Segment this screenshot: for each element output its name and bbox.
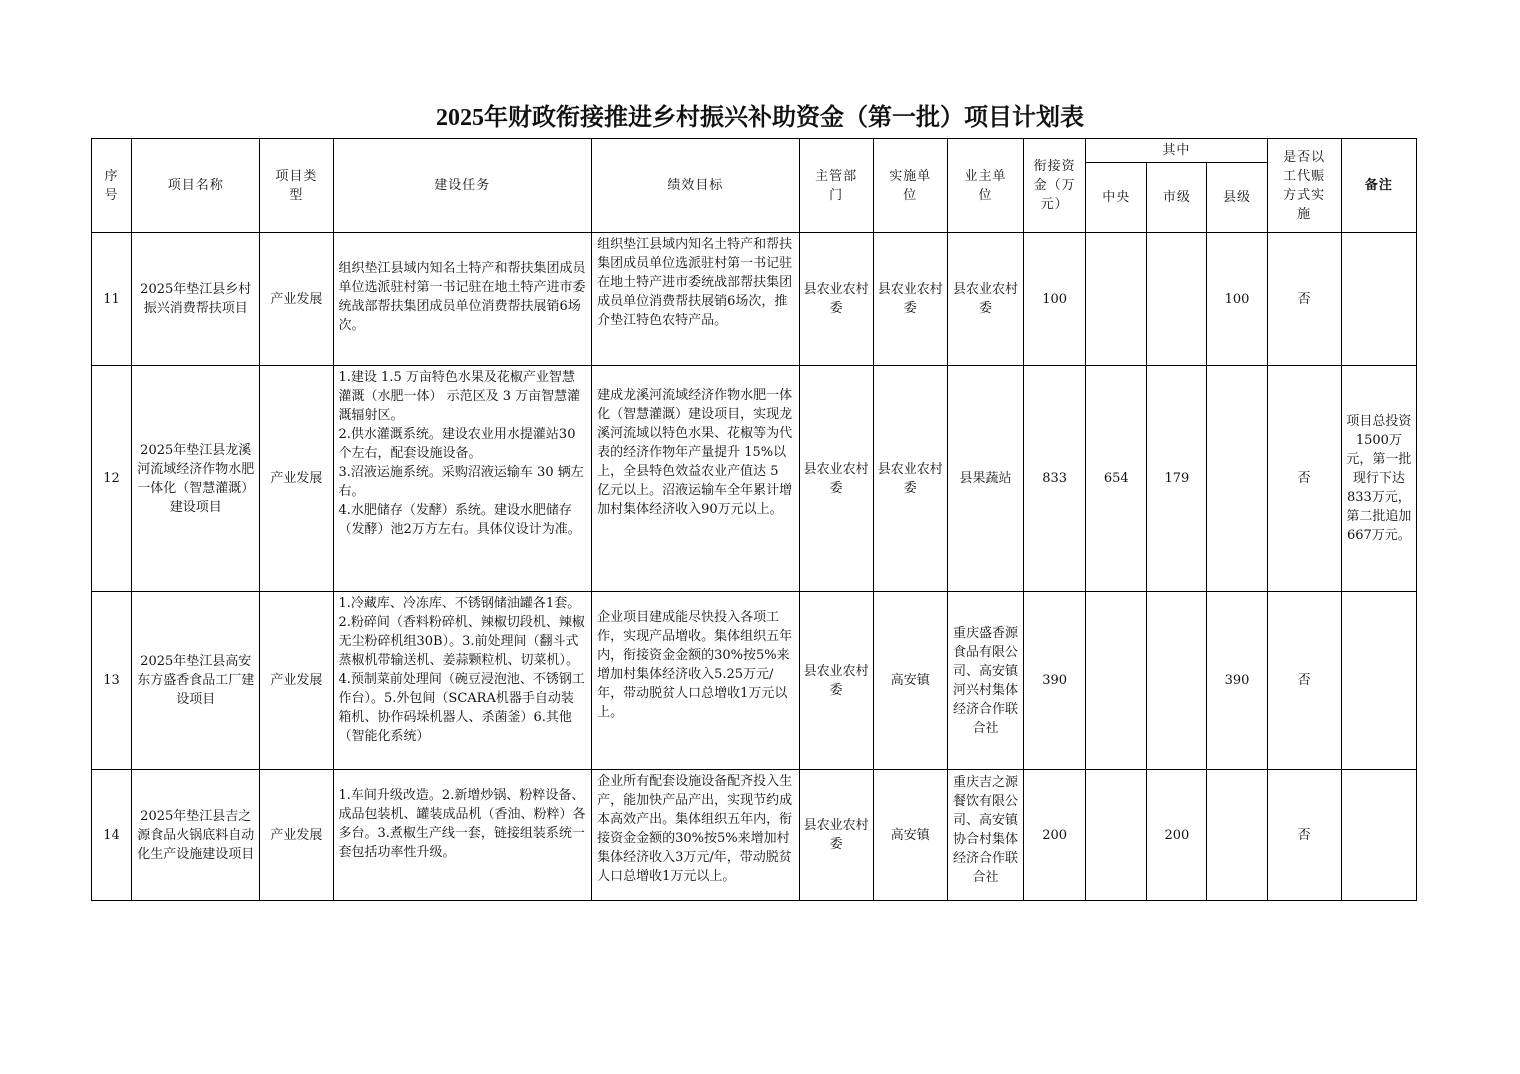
row-owner: 重庆盛香源食品有限公司、高安镇河兴村集体经济合作联合社 (952, 625, 1018, 736)
row-fund: 833 (1024, 366, 1086, 592)
row-name: 2025年垫江县吉之源食品火锅底料自动化生产设施建设项目 (137, 808, 255, 862)
row-seq: 13 (92, 592, 132, 770)
row-fund: 200 (1024, 770, 1086, 901)
row-central (1086, 233, 1147, 366)
row-task: 1.车间升级改造。2.新增炒锅、粉粹设备、成品包装机、罐装成品机（香油、粉粹）各多台。3.煮椒生产线一套，链接组装系统一套包括功率性升级。 (338, 788, 586, 860)
row-seq: 11 (92, 233, 132, 366)
row-remark: 项目总投资1500万元，第一批现行下达833万元，第二批追加667万元。 (1346, 414, 1412, 543)
header-fund: 衔接资 金（万 元） (1024, 139, 1086, 233)
row-task: 组织垫江县域内知名土特产和帮扶集团成员单位选派驻村第一书记驻在地土特产进市委统战部帮扶集团成员单位消费帮扶展销6场次。 (338, 261, 586, 333)
row-city (1147, 233, 1207, 366)
page-title: 2025年财政衔接推进乡村振兴补助资金（第一批）项目计划表 (436, 105, 1084, 131)
row-goal: 组织垫江县域内知名土特产和帮扶集团成员单位选派驻村第一书记驻在地土特产进市委统战部帮扶集团成员单位消费帮扶展销6场次，推介垫江特色农特产品。 (597, 237, 793, 328)
header-central: 中央 (1086, 163, 1147, 233)
row-city (1147, 592, 1207, 770)
header-task: 建设任务 (333, 139, 592, 233)
row-dept: 县农业农村委 (803, 282, 869, 316)
row-city: 200 (1147, 770, 1207, 901)
row-type: 产业发展 (260, 366, 333, 592)
row-goal: 建成龙溪河流域经济作物水肥一体化（智慧灌溉）建设项目，实现龙溪河流域以特色水果、花椒等为代表的经济作物年产量提升 15%以上，全县特色效益农业产值达 5 亿元以上。沼液运输车全年累计增加村集体经济收入90万元以上。 (597, 388, 793, 517)
header-among: 其中 (1086, 139, 1267, 163)
row-workrelief: 否 (1267, 770, 1341, 901)
table-row (92, 770, 1417, 901)
row-county: 390 (1207, 592, 1267, 770)
row-owner: 重庆吉之源餐饮有限公司、高安镇协合村集体经济合作联合社 (952, 774, 1018, 885)
row-remark (1342, 297, 1416, 301)
row-remark (1342, 679, 1416, 683)
header-remark: 备注 (1341, 139, 1416, 233)
row-name: 2025年垫江县乡村振兴消费帮扶项目 (140, 282, 252, 316)
row-impl: 县农业农村委 (877, 461, 943, 496)
header-county: 县级 (1207, 163, 1267, 233)
header-name: 项目名称 (132, 139, 260, 233)
header-seq: 序 号 (92, 139, 132, 233)
row-dept: 县农业农村委 (803, 663, 869, 698)
row-owner: 县农业农村委 (952, 282, 1018, 316)
row-workrelief: 否 (1267, 366, 1341, 592)
header-owner: 业主单 位 (947, 139, 1023, 233)
row-dept: 县农业农村委 (803, 461, 869, 496)
row-central: 654 (1086, 366, 1147, 592)
row-impl: 高安镇 (890, 827, 930, 843)
project-plan-table (91, 138, 1417, 901)
header-impl: 实施单 位 (873, 139, 947, 233)
row-task: 1.冷藏库、冷冻库、不锈钢储油罐各1套。2.粉碎间（香料粉碎机、辣椒切段机、辣椒无尘粉碎机组30B）。3.前处理间（翻斗式蒸椒机带输送机、姜蒜颗粒机、切菜机）。4.预制菜前处理间（碗豆浸泡池、不锈钢工作台）。5.外包间（SCARA机器手自动装箱机、协作码垛机器人、杀菌釜）6.其他（智能化系统） (338, 596, 585, 744)
row-type: 产业发展 (260, 233, 333, 366)
row-goal: 企业项目建成能尽快投入各项工作，实现产品增收。集体组织五年内，衔接资金金额的30%按5%来增加村集体经济收入5.25万元/年，带动脱贫人口总增收1万元以上。 (597, 610, 793, 720)
row-fund: 100 (1024, 233, 1086, 366)
row-seq: 12 (92, 366, 132, 592)
table-row (92, 592, 1417, 770)
row-fund: 390 (1024, 592, 1086, 770)
row-name: 2025年垫江县龙溪河流域经济作物水肥一体化（智慧灌溉）建设项目 (137, 442, 255, 515)
row-county (1207, 770, 1267, 901)
table-row (92, 366, 1417, 592)
row-county (1207, 366, 1267, 592)
header-row-1 (92, 139, 1417, 163)
header-city: 市级 (1147, 163, 1207, 233)
row-central (1086, 592, 1147, 770)
row-central (1086, 770, 1147, 901)
row-workrelief: 否 (1267, 233, 1341, 366)
header-dept: 主管部 门 (799, 139, 873, 233)
row-city: 179 (1147, 366, 1207, 592)
row-task: 1.建设 1.5 万亩特色水果及花椒产业智慧灌溉（水肥一体） 示范区及 3 万亩智慧灌溉辐射区。 2.供水灌溉系统。建设农业用水提灌站30 个左右，配套设施设备。 3.沼液运施系统。采购沼液运输车 30 辆左右。 4.水肥储存（发酵）系统。建设水肥储存（发酵）池2万方左右。具体仪设计为准。 (338, 370, 584, 537)
table-row (92, 233, 1417, 366)
row-impl: 县农业农村委 (877, 282, 943, 316)
header-goal: 绩效目标 (592, 139, 799, 233)
header-workrelief: 是否以 工代赈 方式实 施 (1267, 139, 1341, 233)
row-dept: 县农业农村委 (803, 818, 869, 852)
row-name: 2025年垫江县高安东方盛香食品工厂建设项目 (137, 654, 255, 707)
row-owner: 县果蔬站 (959, 471, 1012, 486)
row-type: 产业发展 (260, 592, 333, 770)
row-type: 产业发展 (260, 770, 333, 901)
row-workrelief: 否 (1267, 592, 1341, 770)
row-goal: 企业所有配套设施设备配齐投入生产，能加快产品产出，实现节约成本高效产出。集体组织五年内，衔接资金金额的30%按5%来增加村集体经济收入3万元/年，带动脱贫人口总增收1万元以上。 (597, 774, 793, 884)
header-type: 项目类 型 (260, 139, 333, 233)
row-seq: 14 (92, 770, 132, 901)
row-county: 100 (1207, 233, 1267, 366)
row-impl: 高安镇 (890, 673, 930, 688)
row-remark (1342, 833, 1416, 837)
